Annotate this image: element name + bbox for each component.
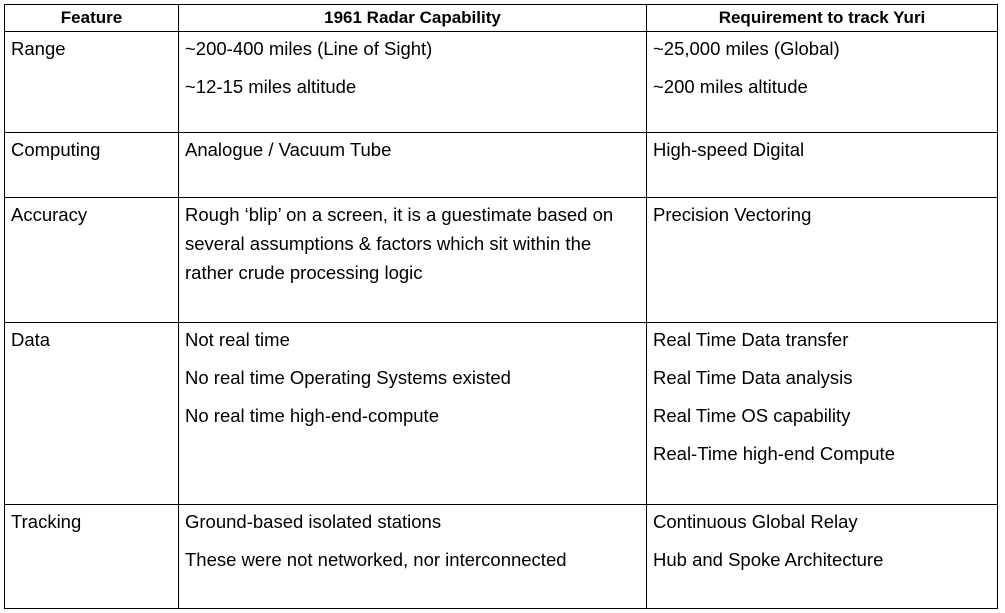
cell-line: Not real time <box>185 329 290 350</box>
cell-line: Ground-based isolated stations <box>185 511 442 532</box>
comparison-table <box>4 4 998 609</box>
header-row <box>5 5 998 32</box>
requirement-cell <box>647 505 998 609</box>
feature-cell: Data <box>5 323 179 505</box>
capability-cell <box>179 32 647 133</box>
cell-line: ~25,000 miles (Global) <box>653 38 840 59</box>
capability-cell <box>179 133 647 198</box>
cell-line: ~200 miles altitude <box>653 76 808 97</box>
feature-cell: Tracking <box>5 505 179 609</box>
capability-cell <box>179 505 647 609</box>
cell-line: These were not networked, nor interconnected <box>185 549 567 570</box>
cell-line: Real Time Data transfer <box>653 329 849 350</box>
cell-line: Real-Time high-end Compute <box>653 443 895 464</box>
requirement-cell <box>647 133 998 198</box>
cell-line: ~200-400 miles (Line of Sight) <box>185 38 433 59</box>
cell-line: Precision Vectoring <box>653 204 812 225</box>
requirement-cell <box>647 32 998 133</box>
cell-line: No real time Operating Systems existed <box>185 367 511 388</box>
header-feature: Feature <box>5 5 179 32</box>
header-requirement: Requirement to track Yuri <box>647 5 998 32</box>
header-capability: 1961 Radar Capability <box>179 5 647 32</box>
cell-line: Real Time Data analysis <box>653 367 853 388</box>
cell-line: Rough ‘blip’ on a screen, it is a guestimate based on several assumptions & factors which sit within the rather crude processing logic <box>185 204 614 283</box>
feature-cell: Computing <box>5 133 179 198</box>
table-row-range <box>5 32 998 133</box>
cell-line: No real time high-end-compute <box>185 405 439 426</box>
capability-cell <box>179 198 647 323</box>
capability-cell <box>179 323 647 505</box>
cell-line: Analogue / Vacuum Tube <box>185 139 392 160</box>
cell-line: Hub and Spoke Architecture <box>653 549 884 570</box>
table-row-tracking <box>5 505 998 609</box>
cell-line: Continuous Global Relay <box>653 511 858 532</box>
feature-cell: Range <box>5 32 179 133</box>
requirement-cell <box>647 198 998 323</box>
table-row-data <box>5 323 998 505</box>
cell-line: Real Time OS capability <box>653 405 851 426</box>
table-row-accuracy <box>5 198 998 323</box>
table-row-computing <box>5 133 998 198</box>
feature-cell: Accuracy <box>5 198 179 323</box>
cell-line: ~12-15 miles altitude <box>185 76 357 97</box>
requirement-cell <box>647 323 998 505</box>
cell-line: High-speed Digital <box>653 139 805 160</box>
